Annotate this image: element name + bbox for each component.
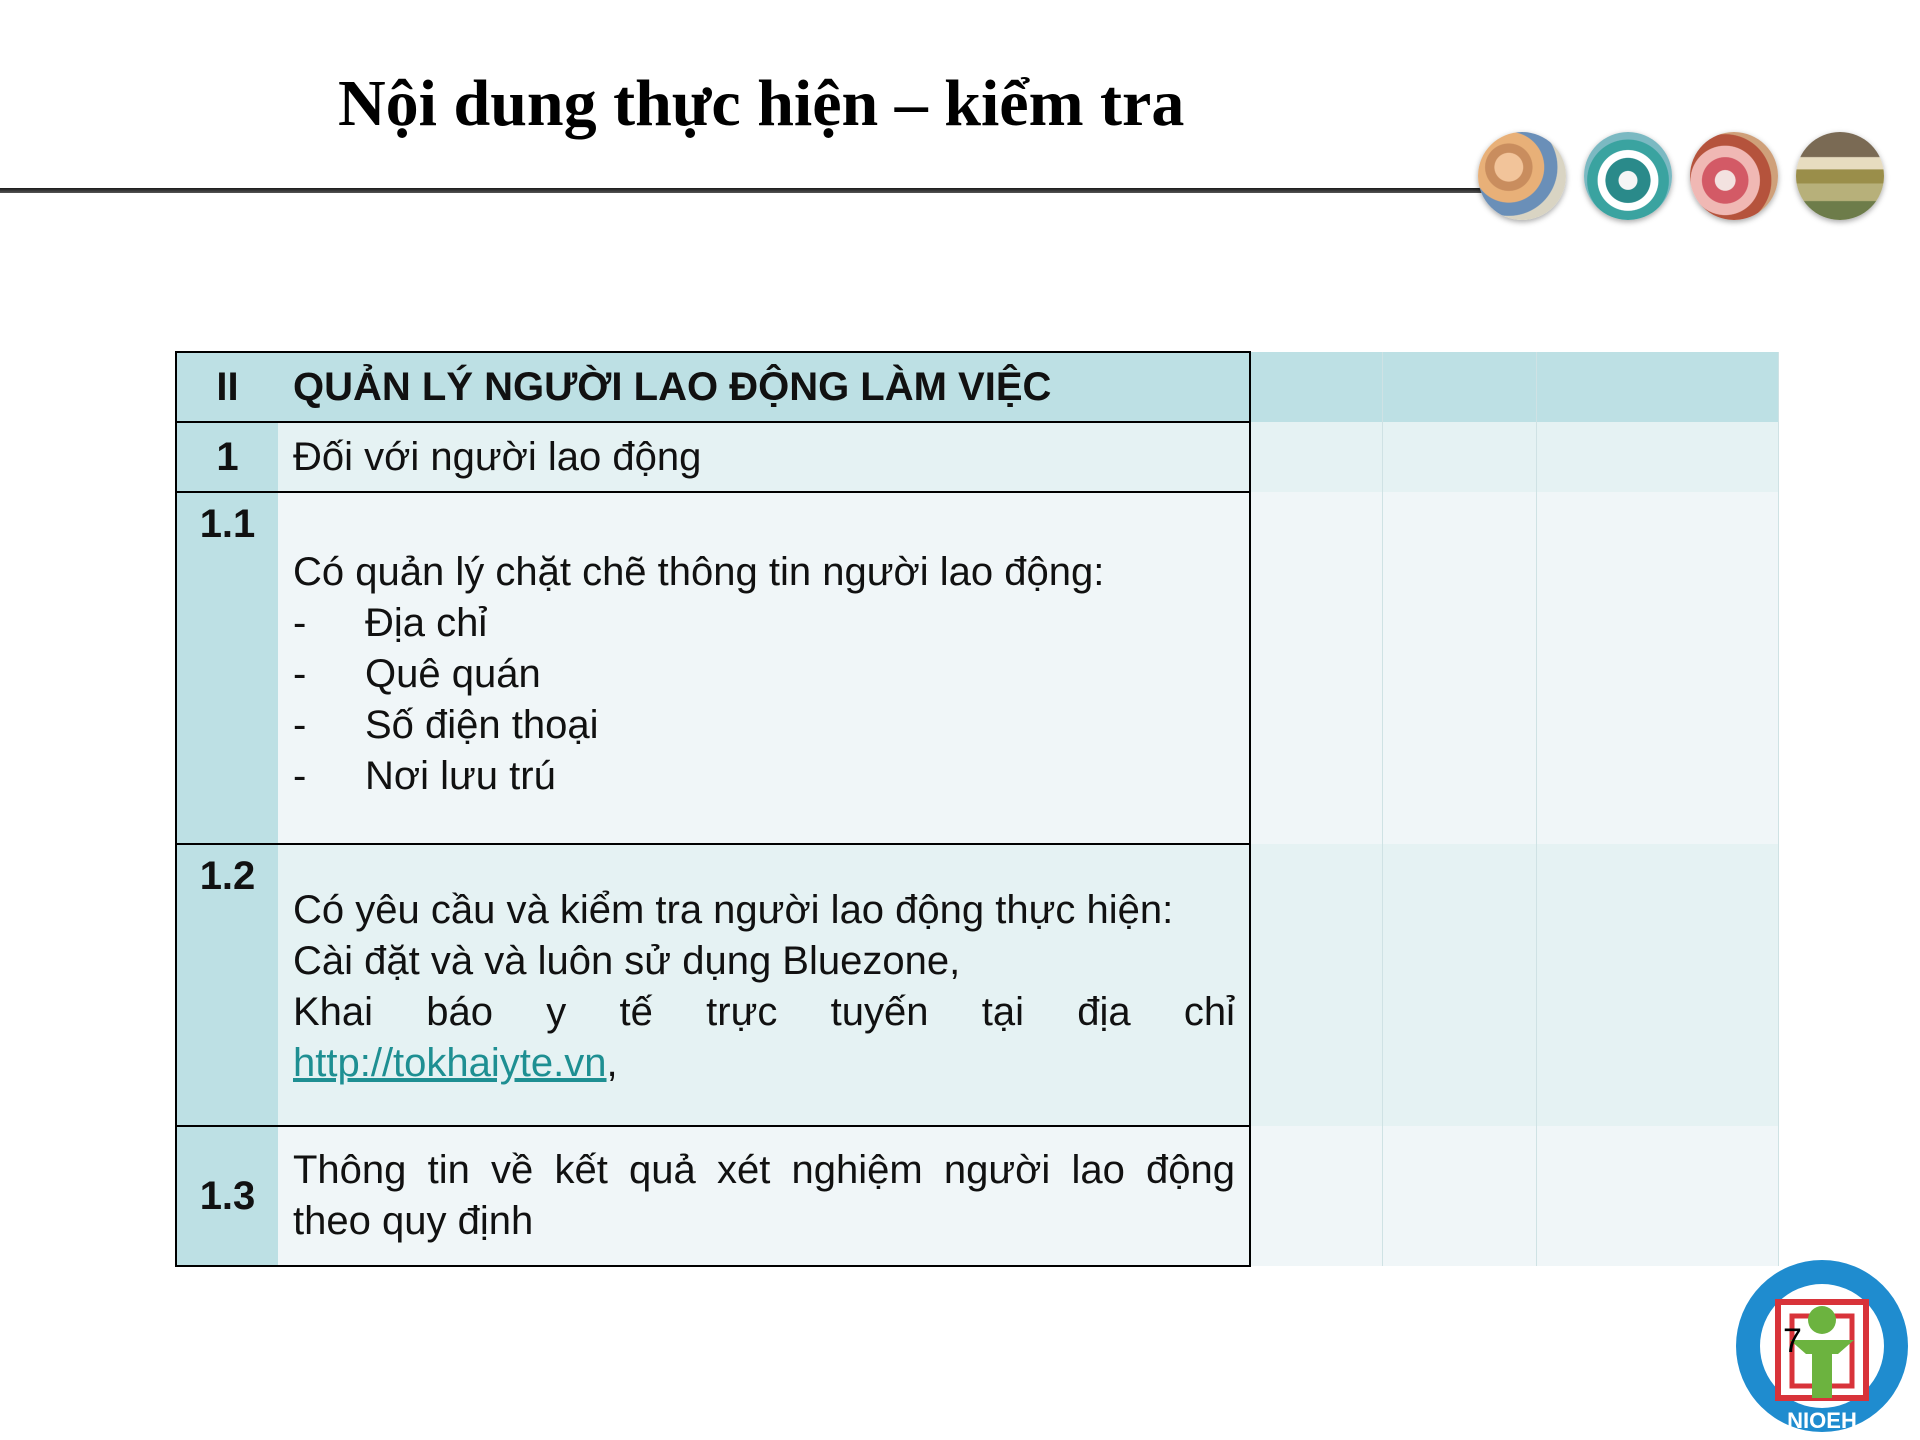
empty-cell [1250,492,1382,844]
list-item: - Số điện thoại [293,700,1235,751]
section-number: II [176,352,278,422]
table-row [176,1126,1778,1266]
title-underline [0,188,1490,193]
empty-cell [1382,492,1536,844]
list-item-text: Nơi lưu trú [365,754,556,798]
row-text-line: theo quy định [293,1199,534,1243]
page-number: 7 [1783,1322,1802,1360]
photo-workers [1478,132,1566,220]
table-row [176,492,1778,844]
empty-cell [1536,352,1778,422]
table-row [176,422,1778,492]
section-heading [278,352,1250,422]
empty-cell [1250,352,1382,422]
row-number: 1.1 [176,492,278,844]
list-item-text: Địa chỉ [365,601,488,645]
row-text-line: Cài đặt và và luôn sử dụng Bluezone, [293,939,961,983]
photo-medical-team [1584,132,1672,220]
row-content [278,1126,1250,1266]
slide-title: Nội dung thực hiện – kiểm tra [338,67,1185,140]
row-text-line: Khai báo y tế trực tuyến tại địa chỉ [293,990,1235,1034]
list-item: - Nơi lưu trú [293,751,1235,802]
list-item-text: Số điện thoại [365,703,599,747]
declaration-link[interactable]: http://tokhaiyte.vn [293,1041,607,1085]
empty-cell [1382,844,1536,1126]
row-content [278,422,1250,492]
empty-cell [1382,1126,1536,1266]
photo-lab [1690,132,1778,220]
trailing-comma: , [606,1041,618,1085]
photo-landscape [1796,132,1884,220]
list-item-text: Quê quán [365,652,541,696]
empty-cell [1382,352,1536,422]
empty-cell [1250,422,1382,492]
empty-cell [1536,844,1778,1126]
row-text-line [293,1038,1235,1089]
empty-cell [1536,1126,1778,1266]
row-text-line: Có yêu cầu và kiểm tra người lao động thực hiện: [293,888,1174,932]
empty-cell [1382,422,1536,492]
empty-cell [1536,422,1778,492]
header-photo-strip [1470,132,1890,224]
empty-cell [1536,492,1778,844]
checklist-table [175,351,1779,1267]
empty-cell [1250,1126,1382,1266]
row-number: 1.2 [176,844,278,1126]
logo-text: NIOEH [1787,1408,1857,1433]
row-label: Đối với người lao động [293,435,702,479]
row-content [278,844,1250,1126]
table-row [176,844,1778,1126]
empty-cell [1250,844,1382,1126]
row-number: 1.3 [176,1126,278,1266]
row-number: 1 [176,422,278,492]
list-item: - Quê quán [293,649,1235,700]
list-item: - Địa chỉ [293,598,1235,649]
table-header-row [176,352,1778,422]
section-heading-text: QUẢN LÝ NGƯỜI LAO ĐỘNG LÀM VIỆC [293,365,1052,409]
row-intro: Có quản lý chặt chẽ thông tin người lao động: [293,550,1105,594]
row-text-line: Thông tin về kết quả xét nghiệm người lao động [293,1148,1235,1192]
row-content [278,492,1250,844]
nioeh-logo [1734,1258,1910,1434]
